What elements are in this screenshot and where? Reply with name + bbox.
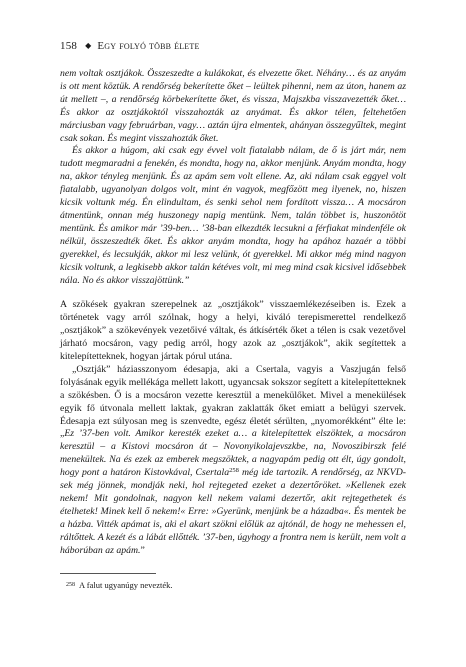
footnote-divider	[60, 573, 156, 574]
running-header	[60, 40, 406, 52]
footnote	[66, 580, 406, 591]
quoted-paragraph-2: És akkor a húgom, aki csak egy évvel volt fiatalabb nálam, de ő is járt már, nem tudott megmaradni a fenekén, és mondta, hogy na, akkor menjünk. Anyám mondta, hogy na, akkor tényleg menjünk. És az apám sem volt ellene. Az, aki nálam csak eggyel volt fiatalabb, ugyanolyan dolgos volt, mint én vagyok, megfőzött meg ilyenek, no, hiszen kicsik voltunk még. Én elindultam, és senki sehol nem fordított vissza… A mocsáron átmentünk, onnan még huszonegy napig mentünk. Nem, talán többet is, huszonötöt mentünk. És amikor már ’39-ben… ’38-ban elkezdték lecsukni a férfiakat mindenféle ok nélkül, összeszedték őket. És akkor anyám mondta, hogy ha apához hazaér a többi gyerekkel, és lecsukják, akkor mi lesz velünk, ót gyerekkel. Mi akkor még mind nagyon kicsik voltunk, a legkisebb akkor talán kétéves volt, mi meg mind csak kicsivel idősebbek nála. No és akkor visszajöttünk.”	[60, 145, 406, 286]
embedded-quote-part-1: Ez ’37-ben volt. Amikor keresték ezeket a… a kitelepítettek elszöktek, a mocsáron keresztül – a Kistovi mocsáron át – Novonyikolajevszkbe, na, Novoszibirszk felé menekültek. Na és ezek az emberek megszöktek, a nagyapám pedig ott élt, úgy gondolt, hogy pont a határon Kistovkával, Csertala	[60, 428, 406, 479]
paragraph-2-intro: „Osztják” háziasszonyom édesapja, aki a Csertala, vagyis a Vaszjugán felső folyásának egyik mellékága mellett lakott, ugyancsak sokszor segített a kitelepítetteknek a szökésben. Ő is a mocsáron vezette keresztül a menekülőket. Mivel a menekülések egyik fő útvonala mellett laktak, gyakran zaklatták őket emiatt a belügyi szervek. Édesapja ezt súlyosan meg is szenvedte, egész életét sérülten, „nyomorékként” élte le: „	[60, 363, 407, 440]
footnote-number: 258	[66, 582, 75, 588]
narrative-paragraph-2	[60, 364, 406, 558]
footnote-text: A falut ugyanúgy nevezték.	[79, 580, 173, 590]
embedded-quote-part-2: még ide tartozik. A rendőrség, az NKVD-sek még jönnek, mondják neki, hol rejtegeted ezeket a dezertőröket. »Kellenek ezek nekem! Mit gondolnak, nagyon kell nekem valami dezertőr, akit rejtegethetek és ételhetek! Minek kell ő nekem!« Erre: »Gyerünk, menjünk be a házadba«. És mentek be a házba. Vitték apámat is, aki el akart szökni előlük az ajtónál, de hogy ne mehessen el, ráltőttek. A kezét és a lábát ellőtték. ’37-ben, úgyhogy a frontra nem is került, nem volt a háborúban az apám.	[60, 467, 407, 556]
main-text	[60, 68, 406, 558]
closing-quote-mark: ”	[140, 544, 145, 556]
page-number: 158	[60, 40, 78, 52]
quoted-paragraph-1: nem voltak osztjákok. Összeszedte a kulákokat, és elvezette őket. Néhány… és az anyám is ott ment köztük. A rendőrség bekerítette őket – leültek pihenni, nem az úton, hanem az út mellett –, a rendőrség körbekerítette őket, és vissza, Majszkba visszavezették őket… És akkor az osztjákoktól visszahozták az anyámat. És akkor télen, feltehetően márciusban vagy februárban, vagy… aztán újra elmentek, ahányan összegyűltek, megint csak sokan. És megint visszahozták őket.	[60, 68, 406, 144]
diamond-separator-icon: ◆	[85, 41, 92, 50]
narrative-paragraph-1: A szökések gyakran szerepelnek az „osztjákok” visszaemlékezéseiben is. Ezek a történetek vagy arról szólnak, hogy a helyi, kiváló terepismerettel rendelkező „osztjákok” a szökevények vezetőivé váltak, és átkísérték őket a télen is csak vezetővel járható mocsáron, vagy pedig arról, hogy azok az „osztjákok”, akik segítettek a kitelepítetteknek, hogyan jártak pórul utána.	[60, 299, 406, 363]
paragraph-gap	[60, 287, 406, 299]
footnote-reference[interactable]: 258	[229, 467, 239, 475]
running-title: Egy folyó több élete	[97, 40, 200, 52]
